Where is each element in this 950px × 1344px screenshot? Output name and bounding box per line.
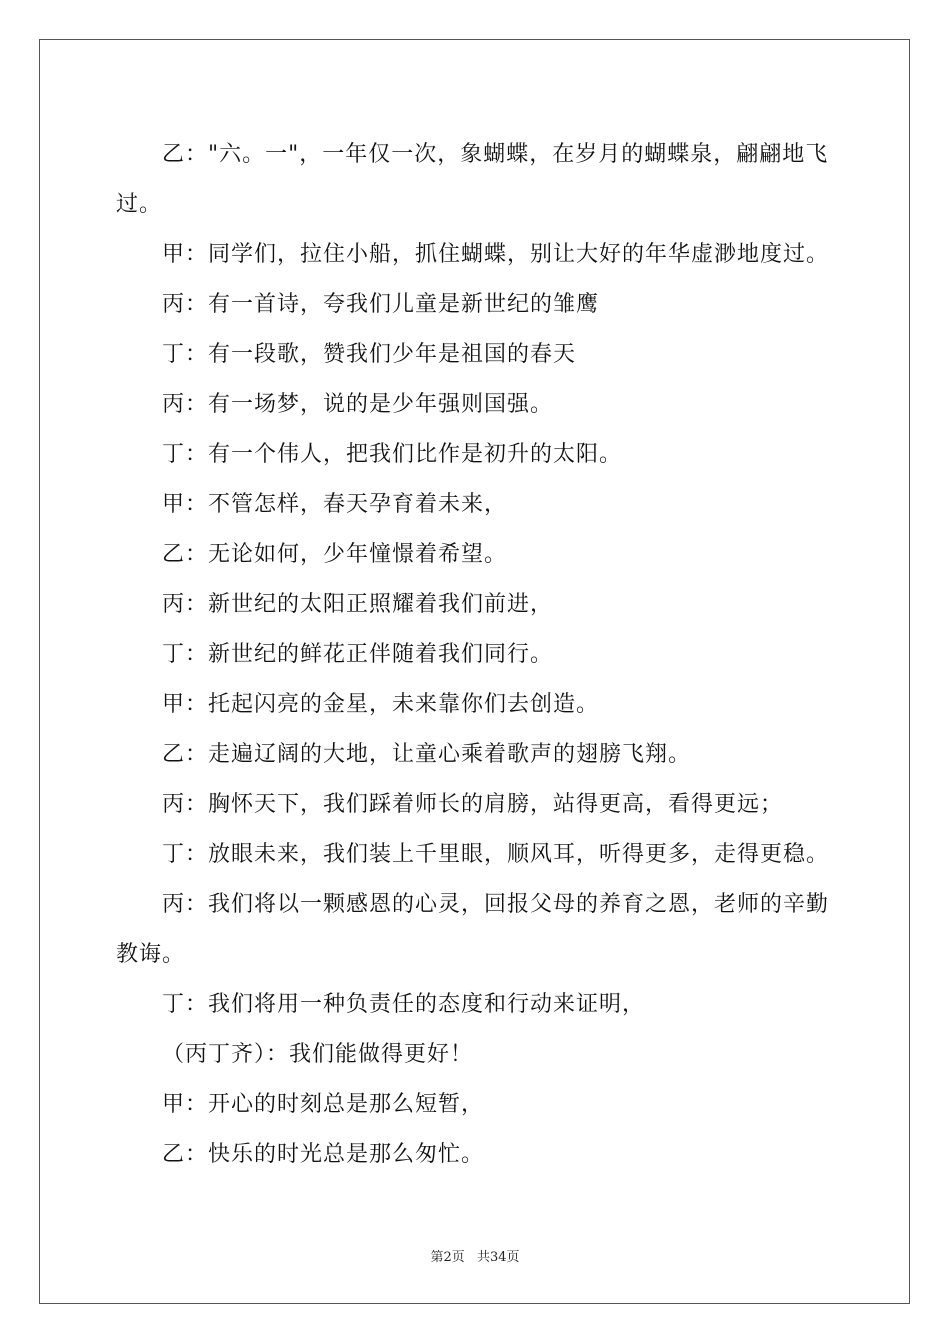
- paragraph: 丁：有一个伟人，把我们比作是初升的太阳。: [162, 442, 623, 467]
- document-body: [116, 130, 846, 1180]
- paragraph: （丙丁齐）：我们能做得更好！: [162, 1042, 474, 1067]
- paragraph: 丙：胸怀天下，我们踩着师长的肩膀，站得更高，看得更远；: [162, 792, 784, 817]
- paragraph: 丙：有一场梦，说的是少年强则国强。: [162, 392, 554, 417]
- paragraph: 乙：快乐的时光总是那么匆忙。: [162, 1142, 485, 1167]
- page-total: 共34页: [476, 1250, 520, 1265]
- paragraph: 丁：新世纪的鲜花正伴随着我们同行。: [162, 642, 554, 667]
- paragraph: 乙：走遍辽阔的大地，让童心乘着歌声的翅膀飞翔。: [162, 742, 692, 767]
- paragraph: 丁：我们将用一种负责任的态度和行动来证明，: [162, 992, 646, 1017]
- paragraph: 丁：有一段歌，赞我们少年是祖国的春天: [162, 342, 577, 367]
- paragraph: 丙：我们将以一颗感恩的心灵，回报父母的养育之恩，老师的辛勤教诲。: [116, 892, 830, 967]
- paragraph: 丙：新世纪的太阳正照耀着我们前进，: [162, 592, 554, 617]
- paragraph: 甲：不管怎样，春天孕育着未来，: [162, 492, 508, 517]
- paragraph: 甲：托起闪亮的金星，未来靠你们去创造。: [162, 692, 600, 717]
- paragraph: 甲：同学们，拉住小船，抓住蝴蝶，别让大好的年华虚渺地度过。: [162, 242, 830, 267]
- paragraph: 乙：无论如何，少年憧憬着希望。: [162, 542, 508, 567]
- paragraph: 丁：放眼未来，我们装上千里眼，顺风耳，听得更多，走得更稳。: [162, 842, 830, 867]
- paragraph: 乙："六。一"，一年仅一次，象蝴蝶，在岁月的蝴蝶泉，翩翩地飞过。: [116, 142, 829, 217]
- page-number: 第2页: [430, 1250, 465, 1265]
- paragraph: 丙：有一首诗，夸我们儿童是新世纪的雏鹰: [162, 292, 600, 317]
- page-footer: [0, 1246, 950, 1265]
- paragraph: 甲：开心的时刻总是那么短暂，: [162, 1092, 485, 1117]
